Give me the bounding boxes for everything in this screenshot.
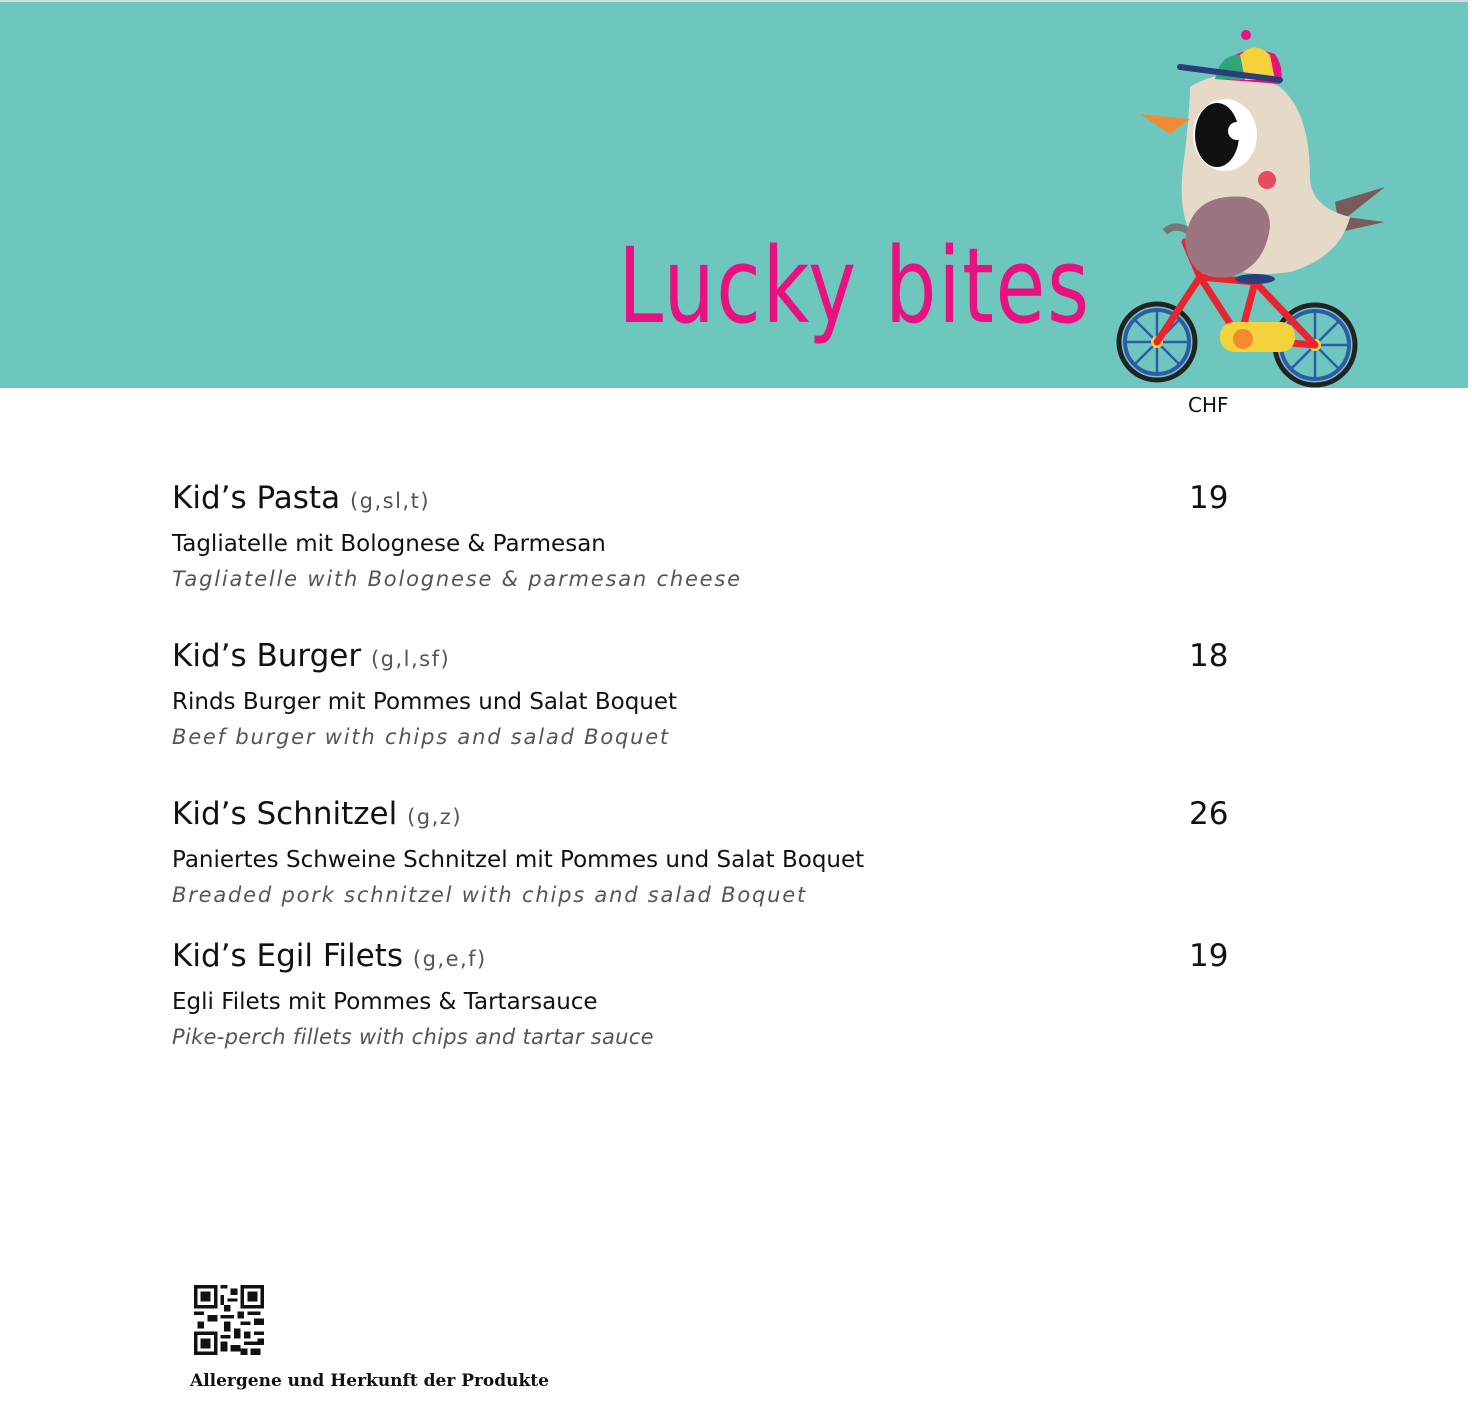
item-description-de: Rinds Burger mit Pommes und Salat Boquet [172, 689, 678, 715]
item-description-de: Egli Filets mit Pommes & Tartarsauce [172, 989, 598, 1015]
header-banner [0, 0, 1468, 388]
item-description-de: Paniertes Schweine Schnitzel mit Pommes und Salat Boquet [172, 847, 865, 873]
menu-title: Lucky bites [618, 225, 1091, 347]
menu-item [172, 936, 1252, 1052]
item-description-en: Beef burger with chips and salad Boquet [172, 725, 670, 749]
item-price: 18 [1189, 638, 1229, 674]
item-price: 26 [1189, 796, 1229, 832]
item-allergens: (g,z) [407, 805, 463, 829]
item-description-en: Tagliatelle with Bolognese & parmesan cheese [172, 567, 742, 591]
menu-item [172, 794, 1252, 910]
menu-item [172, 478, 1252, 594]
bird-on-bicycle-icon [1105, 27, 1405, 392]
item-name: Kid’s Schnitzel [172, 796, 398, 832]
item-description-en: Breaded pork schnitzel with chips and salad Boquet [172, 883, 807, 907]
item-description-de: Tagliatelle mit Bolognese & Parmesan [172, 531, 606, 557]
qr-code-icon[interactable] [194, 1285, 264, 1355]
item-name: Kid’s Burger [172, 638, 362, 674]
item-price: 19 [1189, 480, 1229, 516]
menu-item [172, 636, 1252, 752]
currency-label: CHF [1188, 393, 1229, 417]
item-allergens: (g,l,sf) [370, 647, 451, 671]
item-price: 19 [1189, 938, 1229, 974]
item-name: Kid’s Egil Filets [172, 938, 404, 974]
item-allergens: (g,e,f) [412, 947, 487, 971]
item-allergens: (g,sl,t) [349, 489, 431, 513]
allergen-info-link[interactable]: Allergene und Herkunft der Produkte [190, 1371, 549, 1391]
item-name: Kid’s Pasta [172, 480, 341, 516]
item-description-en: Pike-perch fillets with chips and tartar sauce [172, 1025, 654, 1049]
